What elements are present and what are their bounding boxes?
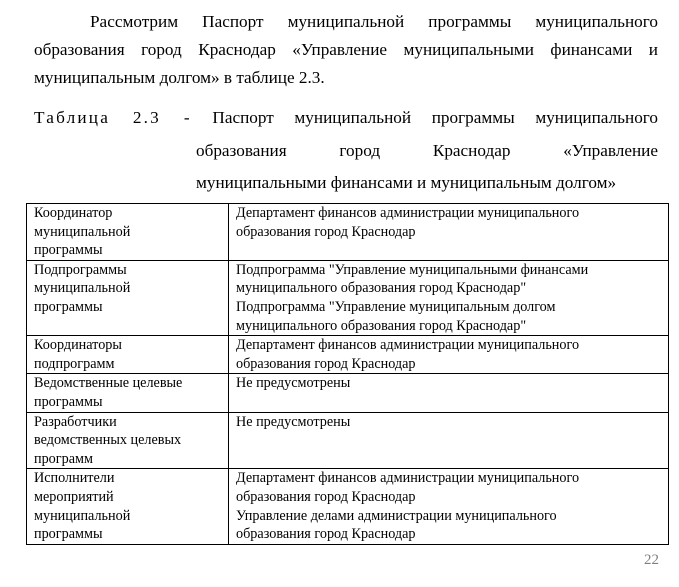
intro-line-2: образования город Краснодар «Управление муниципальными финансами и (34, 40, 658, 59)
row-label-cell (27, 204, 229, 261)
table-caption-line-3: муниципальными финансами и муниципальным долгом» (196, 173, 617, 192)
row-value-line: муниципального образования город Краснодар" (236, 317, 527, 334)
table-caption-line-1 (34, 104, 658, 132)
row-label-line: Координатор (34, 205, 113, 221)
page-number: 22 (644, 552, 659, 568)
row-value-cell (229, 260, 669, 335)
table-row (27, 469, 669, 544)
row-label-line: программы (34, 393, 103, 410)
row-value-line: Департамент финансов администрации муниципального (236, 470, 580, 487)
row-value-line: образования город Краснодар (236, 526, 416, 543)
passport-table-body (27, 204, 669, 545)
row-label-cell (27, 260, 229, 335)
row-label-line: программ (34, 450, 93, 467)
row-value-line: Подпрограмма "Управление муниципальными финансами (236, 261, 589, 278)
table-row (27, 336, 669, 374)
table-caption-title-start: Паспорт муниципальной программы муниципального (212, 108, 659, 127)
row-value-line: Не предусмотрены (236, 413, 351, 430)
row-value-cell (229, 336, 669, 374)
table-row (27, 412, 669, 469)
row-value-line: Не предусмотрены (236, 375, 351, 392)
row-value-line: образования город Краснодар (236, 488, 416, 505)
row-label-line: Ведомственные целевые (34, 375, 183, 392)
row-value-cell (229, 469, 669, 544)
row-label-line: муниципальной (34, 223, 131, 240)
intro-line-1: Рассмотрим Паспорт муниципальной программы муниципального (90, 12, 658, 31)
intro-line-3: муниципальным долгом» в таблице 2.3. (34, 68, 325, 87)
row-value-cell (229, 412, 669, 469)
row-value-line: Управление делами администрации муниципального (236, 507, 557, 524)
passport-table (26, 203, 669, 545)
row-label-line: муниципальной (34, 507, 131, 524)
row-label-cell (27, 469, 229, 544)
row-label-line: ведомственных целевых (34, 432, 182, 449)
table-row (27, 260, 669, 335)
row-label-cell (27, 336, 229, 374)
row-label-line: Подпрограммы (34, 261, 127, 278)
row-label-line: муниципальной (34, 280, 131, 297)
row-label-cell (27, 412, 229, 469)
row-label-line: Координаторы (34, 337, 122, 354)
row-value-cell (229, 374, 669, 412)
row-label-cell (27, 374, 229, 412)
table-row (27, 204, 669, 261)
row-value-line: Департамент финансов администрации муниципального (236, 205, 580, 221)
table-caption-label: Таблица 2.3 - (34, 108, 192, 127)
table-row (27, 374, 669, 412)
row-label-line: мероприятий (34, 488, 114, 505)
row-label-line: программы (34, 298, 103, 315)
row-value-line: Подпрограмма "Управление муниципальным долгом (236, 298, 556, 315)
table-caption-line-2: образования город Краснодар «Управление (196, 141, 658, 160)
intro-paragraph (34, 8, 658, 92)
row-label-line: программы (34, 242, 103, 259)
row-label-line: Исполнители (34, 470, 115, 487)
row-value-line: образования город Краснодар (236, 223, 416, 240)
row-value-line: Департамент финансов администрации муниципального (236, 337, 580, 354)
row-label-line: Разработчики (34, 413, 117, 430)
row-label-line: программы (34, 526, 103, 543)
row-value-line: муниципального образования город Краснодар" (236, 280, 527, 297)
row-value-cell (229, 204, 669, 261)
row-value-line: образования город Краснодар (236, 355, 416, 372)
row-label-line: подпрограмм (34, 355, 115, 372)
